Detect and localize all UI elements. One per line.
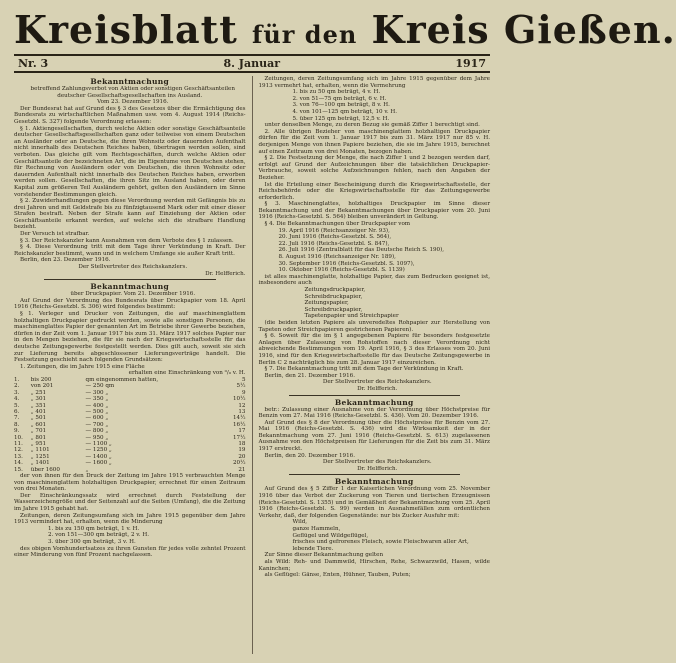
- signature-place: Berlin, den 20. Dezember 1916.: [264, 452, 355, 459]
- paragraph: Auf Grund des § 5 Ziffer 1 der Kaiserlichen Verordnung vom 25. November 1916 über das Verbot der Zuckerung von Tieren und tierischen Erzeugnissen (Reichs-Gesetzbl. S. 1355) und in Gemäßheit der Bekanntmachung vom 25. April 1916 (Reichs-Gesetzbl. S. 99) werden in Ausnahmefällen zum ordentlichen Verkehr, daß, der folgenden Gegenstände: nur bis Zucker Ausfuhr mit:: [258, 486, 490, 519]
- left-column: [14, 76, 246, 654]
- issue-year: 1917: [455, 57, 486, 70]
- table-cell: von 201: [30, 383, 54, 390]
- list-item: 19. April 1916 (Reichsanzeiger Nr. 93),: [278, 227, 390, 234]
- table-cell: 13: [238, 408, 246, 415]
- list-item: Geflügel und Wildgeflügel,: [292, 532, 369, 539]
- heading-printing-paper: Bekanntmachung: [90, 282, 170, 292]
- issue-bar: [14, 54, 490, 73]
- list-item: 20. Juni 1916 (Reichs-Gesetzbl. S. 564),: [278, 234, 392, 241]
- list-item: Zeitungspapier,: [304, 300, 349, 307]
- table-cell: — 400 „: [85, 402, 109, 409]
- list-item: 1. bis zu 50 qm beträgt, 4 v. H.: [292, 89, 381, 96]
- table-cell: 10½: [232, 396, 246, 403]
- paragraph: als Wild: Reh- und Dammwild, Hirschen, Rehe, Schwarzwild, Hasen, wilde Kaninchen;: [258, 558, 490, 572]
- table-cell: — 500 „: [85, 408, 109, 415]
- list-item: 10. Oktober 1916 (Reichs-Gesetzbl. S. 1139): [278, 267, 405, 274]
- paragraph: § 3. Maschinenglattes, holzhaltiges Druckpapier im Sinne dieser Bekanntmachung und der Bekanntmachungen über Druckpapier vom 20. Juni 1916 (Reichs-Gesetzbl. S. 564) bleiben unverändert in Geltung.: [258, 201, 490, 221]
- paragraph: Zeitungen, deren Zeitungsumfang sich im Jahre 1915 gegenüber dem Jahre 1913 vermehrt hat, erhalten, wenn die Vermehrung: [258, 76, 490, 89]
- table-cell: — 250 qm: [85, 383, 115, 390]
- list-item: Schreibdruckpapier,: [304, 293, 363, 300]
- paragraph: ist alles maschinenglatte, holzhaltige Papier, das zum Bedrucken geeignet ist, insbesondere auch: [258, 273, 490, 287]
- table-cell: 7.: [14, 415, 20, 422]
- paragraph: des obigen Vomhundertsatzes zu ihren Gunsten für jedes volle zehntel Prozent einer Minderung von fünf Prozent nachgelassen.: [14, 545, 246, 559]
- table-cell: 4.: [14, 396, 20, 403]
- masthead-title-a: Kreisblatt: [14, 7, 238, 52]
- table-cell: „ 1101: [30, 447, 50, 454]
- heading-benzine: Bekanntmachung: [334, 397, 414, 407]
- paragraph: Der Einschränkungssatz wird errechnet durch Feststellung der Wasserzeichengröße und der Seitenzahl auf die Seiten (Umfang), die die Zeitung im Jahre 1915 gehabt hat.: [14, 492, 246, 512]
- paragraph: Der Bundesrat hat auf Grund des § 3 des Gesetzes über die Ermächtigung des Bundesrats zu wirtschaftlichen Maßnahmen usw. vom 4. August 1914 (Reichs-Gesetzbl. S. 327) folgende Verordnung erlassen:: [14, 105, 246, 125]
- table-cell: — 1100 „: [85, 441, 112, 447]
- signature-title: Der Stellvertreter des Reichskanzlers.: [322, 379, 432, 386]
- table-cell: 14½: [232, 415, 246, 422]
- list-item: 26. Juli 1916 (Zentralblatt für das Deutsche Reich S. 190),: [278, 247, 445, 254]
- table-cell: — 350 „: [85, 396, 109, 403]
- list-item: 1. bis zu 150 qm beträgt, 1 v. H.: [48, 525, 140, 532]
- list-item: 2. von 51—75 qm beträgt, 6 v. H.: [292, 95, 387, 102]
- list-item: 5. über 125 qm beträgt, 12,5 v. H.: [292, 115, 390, 122]
- table-cell: 6.: [14, 408, 20, 415]
- table-cell: 15.: [14, 466, 23, 473]
- table-cell: — 600 „: [85, 415, 109, 422]
- paragraph: unter denselben Menge, zu deren Bezug sie gemäß Ziffer 1 berechtigt sind.: [264, 122, 480, 129]
- table-cell: 9.: [14, 428, 20, 435]
- table-cell: 20: [238, 453, 246, 460]
- notice-subtitle: über Druckpapier. Vom 21. Dezember 1916.: [70, 291, 196, 298]
- list-item: Wild,: [292, 519, 308, 526]
- table-cell: — 1250 „: [85, 447, 112, 454]
- table-cell: 19: [238, 447, 246, 454]
- right-column: [259, 76, 491, 654]
- table-cell: „ 601: [30, 421, 47, 428]
- list-item: 3. über 300 qm beträgt, 3 v. H.: [48, 538, 136, 545]
- table-cell: 5.: [14, 402, 20, 409]
- list-item: 8. August 1916 (Reichsanzeiger Nr. 189),: [278, 254, 396, 261]
- paragraph: § 4. Diese Verordnung tritt mit dem Tage ihrer Verkündung in Kraft. Der Reichskanzler bestimmt, wann und in welchem Umfange sie außer Kraft tritt.: [14, 244, 246, 257]
- table-cell: „ 301: [30, 396, 47, 403]
- masthead-title-b: Kreis Gießen.: [371, 7, 676, 52]
- table-cell: 12.: [14, 447, 23, 454]
- table-cell: 5: [241, 376, 246, 383]
- table-cell: 10.: [14, 434, 23, 441]
- paragraph: Auf Grund der Verordnung des Bundesrats über Druckpapier vom 18. April 1916 (Reichs-Gesetzbl. S. 306) wird folgendes bestimmt:: [14, 297, 246, 311]
- signature-title: Der Stellvertreter des Reichskanzlers.: [78, 264, 188, 271]
- table-cell: — 1600 „: [85, 460, 112, 467]
- paragraph: § 2. Zuwiderhandlungen gegen diese Verordnung werden mit Gefängnis bis zu drei Jahren und mit Geldstrafe bis zu fünfzigtausend Mark oder mit einer dieser Strafen bestraft. Neben der Strafe kann auf Einziehung der Aktien oder Geschäftsanteile erkannt werden, auf welche sich die strafbare Handlung bezieht.: [14, 198, 246, 231]
- table-cell: 13.: [14, 453, 23, 460]
- table-cell: „ 351: [30, 402, 47, 409]
- heading-capital-transfer: Bekanntmachung: [90, 77, 170, 86]
- table-cell: 17½: [232, 434, 246, 441]
- signature-name: Dr. Helfferich.: [205, 270, 246, 277]
- table-cell: „ 501: [30, 415, 47, 422]
- paragraph: Ist die Erteilung einer Bescheinigung durch die Kriegswirtschaftsstelle, der Reichsbehörde oder die Kriegswirtschaftsstelle für das Zeitungsgewerbe erforderlich.: [258, 181, 490, 201]
- separator: [289, 395, 461, 396]
- table-cell: 16½: [232, 421, 246, 428]
- table-cell: „ 1401: [30, 460, 50, 467]
- paragraph: § 6. Soweit für die im § 1 angegebenen Papiere für besonders festgesetzte Anlagen über Zulassung von Rohstoffen nach dieser Verordnung nicht abweichende Bestimmungen vom 19. April 1916, § 3 des Erlasses vom 20. Juni 1916, sind für den Kriegswirtschaftsstelle für das Deutsche Zeitungsgewerbe in Berlin C 2 nachträglich bis zum 28. Januar 1917 einzureichen.: [258, 333, 490, 366]
- table-cell: — 700 „: [85, 421, 109, 428]
- list-item: 4. von 101—125 qm beträgt, 10 v. H.: [292, 108, 398, 115]
- paragraph: § 1. Aktiengesellschaften, durch welche Aktien oder sonstige Geschäftsanteile deutscher Gesellschaftsgesellschaften ganz oder teilweise von einem Deutschen an Ausländer oder an Deutsche, die ihren Wohnsitz oder dauernden Aufenthalt nicht innerhalb des Deutschen Reiches haben, übertragen werden sollen, sind verboten. Das gleiche gilt vom Rechtsgeschäften, durch welche Aktien oder Geschäftsanteile der bezeichneten Art, die im Eigentume von Deutschen stehen, für Rechnung von Ausländern oder von Deutschen, die ihren Wohnsitz oder dauernden Aufenthalt nicht innerhalb des Deutschen Reiches haben, erworben werden sollen. Gesellschaften, die ihren Sitz im Ausland haben, oder deren Kapital zum größeren Teil Ausländern gehört, gelten den Ausländern im Sinne vorstehender Bestimmungen gleich.: [14, 125, 246, 198]
- paragraph: § 7. Die Bekanntmachung tritt mit dem Tage der Verkündung in Kraft.: [264, 366, 464, 373]
- notice-intro: betr.: Zulassung einer Ausnahme von der Verordnung über Höchstpreise für Benzin vom 27. Mai 1916 (Reichs-Gesetzbl. S. 436). Vom 20. Dezember 1916.: [258, 406, 490, 420]
- table-cell: — 800 „: [85, 428, 109, 435]
- table-cell: 5½: [236, 383, 246, 390]
- signature-name: Dr. Helfferich.: [357, 385, 398, 392]
- table-cell: 8.: [14, 421, 20, 428]
- reduction-table: [14, 377, 246, 473]
- paragraph: Auf Grund des § 8 der Verordnung über die Höchstpreise für Benzin vom 27. Mai 1916 (Reichs-Gesetzbl. S. 436) wird die Wirksamkeit der in der Bekanntmachung vom 27. Juni 1916 (Reichs-Gesetzbl. S. 613) zugelassenen Ausnahme von den Höchstpreisen für Lieferungen für die Zeit bis zum 31. März 1917 erstreckt.: [258, 419, 490, 453]
- paragraph: § 3. Der Reichskanzler kann Ausnahmen von dem Verbote des § 1 zulassen.: [20, 237, 234, 244]
- paragraph: § 2. Die Festsetzung der Menge, die nach Ziffer 1 und 2 bezogen werden darf, erfolgt auf Grund der Aufzeichnungen über die tatsächlichen Druckpapier-Verbrauche, soweit solche Aufzeichnungen fehlen, nach den Angaben der Bezieher.: [258, 155, 490, 181]
- table-cell: — 1400 „: [85, 453, 112, 460]
- issue-number: Nr. 3: [18, 57, 49, 70]
- paragraph: 1. Zeitungen, die im Jahre 1915 eine Fläche: [20, 363, 145, 370]
- list-item: 2. von 151—300 qm beträgt, 2 v. H.: [48, 532, 149, 539]
- separator: [289, 474, 461, 475]
- list-item: ganze Hammeln,: [292, 526, 341, 532]
- paragraph: 2. Alle übrigen Bezieher von maschinenglattem holzhaltigen Druckpapier dürfen für die Zeit vom 1. Januar 1917 bis zum 31. März 1917 nur 85 v. H. derjenigen Menge von ihnen Papiere beziehen, die sie im Jahre 1915, berechnet auf einen Zeitraum von drei Monaten, bezogen haben.: [258, 128, 490, 155]
- notice-intro: betreffend Zahlungsverbot von Aktien oder sonstigen Geschäftsanteilen deutscher Gesellschaftsgesellschaften ins Ausland.: [30, 86, 235, 99]
- table-cell: 11.: [14, 441, 23, 447]
- table-heading: erhalten eine Einschränkung von ⁰/₀ v. H.: [128, 370, 246, 377]
- table-cell: bis 200: [30, 376, 52, 383]
- list-item: lebende Tiere.: [292, 545, 334, 552]
- table-cell: 2.: [14, 383, 20, 390]
- table-cell: 21: [238, 466, 246, 473]
- table-cell: 17: [238, 428, 246, 435]
- signature-place: Berlin, den 23. Dezember 1916.: [20, 257, 111, 264]
- signature-name: Dr. Helfferich.: [357, 465, 398, 472]
- masthead-title-mid: für den: [252, 20, 358, 49]
- issue-date: 8. Januar: [223, 57, 281, 70]
- paragraph: als Geflügel: Gänse, Enten, Hühner, Tauben, Puten;: [264, 572, 411, 579]
- table-cell: „: [85, 466, 89, 473]
- list-item: 30. September 1916 (Reichs-Gesetzbl. S. 1097),: [278, 260, 415, 267]
- list-item: 3. von 76—100 qm beträgt, 8 v. H.: [292, 102, 390, 109]
- paragraph: Zeitungen, deren Zeitungsumfang sich im Jahre 1915 gegenüber dem Jahre 1913 vermindert hat, erhalten, wenn die Minderung: [14, 512, 246, 526]
- paragraph: § 1. Verleger und Drucker von Zeitungen, die auf maschinenglattem holzhaltigen Druckpapier gedruckt werden, sowie alle sonstigen Personen, die maschinenglattes Papier der genannten Art im Betriebe ihrer Gewerbe beziehen, dürfen in der Zeit vom 1. Januar 1917 bis zum 31. März 1917 solches Papier nur in den Mengen beziehen, die für sie nach der Kriegswirtschaftsstelle für das deutsche Zeitungsgewerbe festgestellt werden. Dies gilt auch, soweit sie sich zur Lieferung bereits abgeschlossener Lieferungsverträge handelt. Die Festsetzung geschieht nach folgenden Grundsätzen:: [14, 311, 246, 364]
- table-cell: „ 951: [30, 441, 47, 447]
- table-cell: „ 1251: [30, 453, 50, 460]
- signature-title: Der Stellvertreter des Reichskanzlers.: [322, 459, 432, 466]
- signature-place: Berlin, den 21. Dezember 1916.: [264, 372, 355, 379]
- list-item: Tapetenpapier und Streichpapier: [304, 313, 399, 320]
- paragraph: der von ihnen für den Druck der Zeitung im Jahre 1915 verbrauchten Menge von maschinenglattem holzhaltigen Druckpapier, errechnet für einen Zeitraum von drei Monaten.: [14, 473, 246, 493]
- table-cell: — 950 „: [85, 434, 109, 441]
- masthead: [14, 7, 676, 54]
- list-item: 22. Juli 1916 (Reichs-Gesetzbl. S. 847),: [278, 240, 390, 247]
- table-cell: 1.: [14, 376, 20, 383]
- column-rule: [252, 76, 253, 654]
- table-cell: „ 701: [30, 428, 47, 435]
- heading-import: Bekanntmachung: [334, 477, 414, 487]
- paragraph: § 4. Die Bekanntmachungen über Druckpapier vom: [264, 221, 411, 228]
- paragraph: (die beiden letzten Papiere als unveredeltes Rohpapier zur Herstellung von Tapeten oder Streichpapieren gestrichenen Papieren).: [258, 319, 490, 333]
- table-cell: 18: [238, 441, 246, 447]
- table-cell: „ 251: [30, 389, 47, 396]
- table-cell: „ 801: [30, 434, 47, 441]
- list-item: Schreibdruckpapier,: [304, 306, 363, 313]
- table-cell: „ 401: [30, 408, 47, 415]
- table-cell: 3.: [14, 389, 20, 396]
- table-cell: — 300 „: [85, 389, 109, 396]
- paragraph: Der Versuch ist strafbar.: [20, 231, 90, 238]
- list-item: Zeitungsdruckpapier,: [304, 287, 366, 293]
- table-cell: 9: [241, 389, 246, 396]
- list-item: frisches und gefrorenes Fleisch, sowie Fleischwaren aller Art,: [292, 539, 469, 546]
- table-cell: 12: [238, 402, 246, 409]
- table-cell: über 1600: [30, 466, 60, 473]
- table-cell: qm eingenommen hatten,: [85, 376, 159, 383]
- separator: [44, 279, 216, 280]
- notice-date: Vom 23. Dezember 1916.: [97, 99, 169, 106]
- columns: [14, 76, 490, 654]
- paragraph: Zur Sinne dieser Bekanntmachung gelten: [264, 552, 384, 559]
- table-cell: 20½: [232, 460, 246, 467]
- table-cell: 14.: [14, 460, 23, 467]
